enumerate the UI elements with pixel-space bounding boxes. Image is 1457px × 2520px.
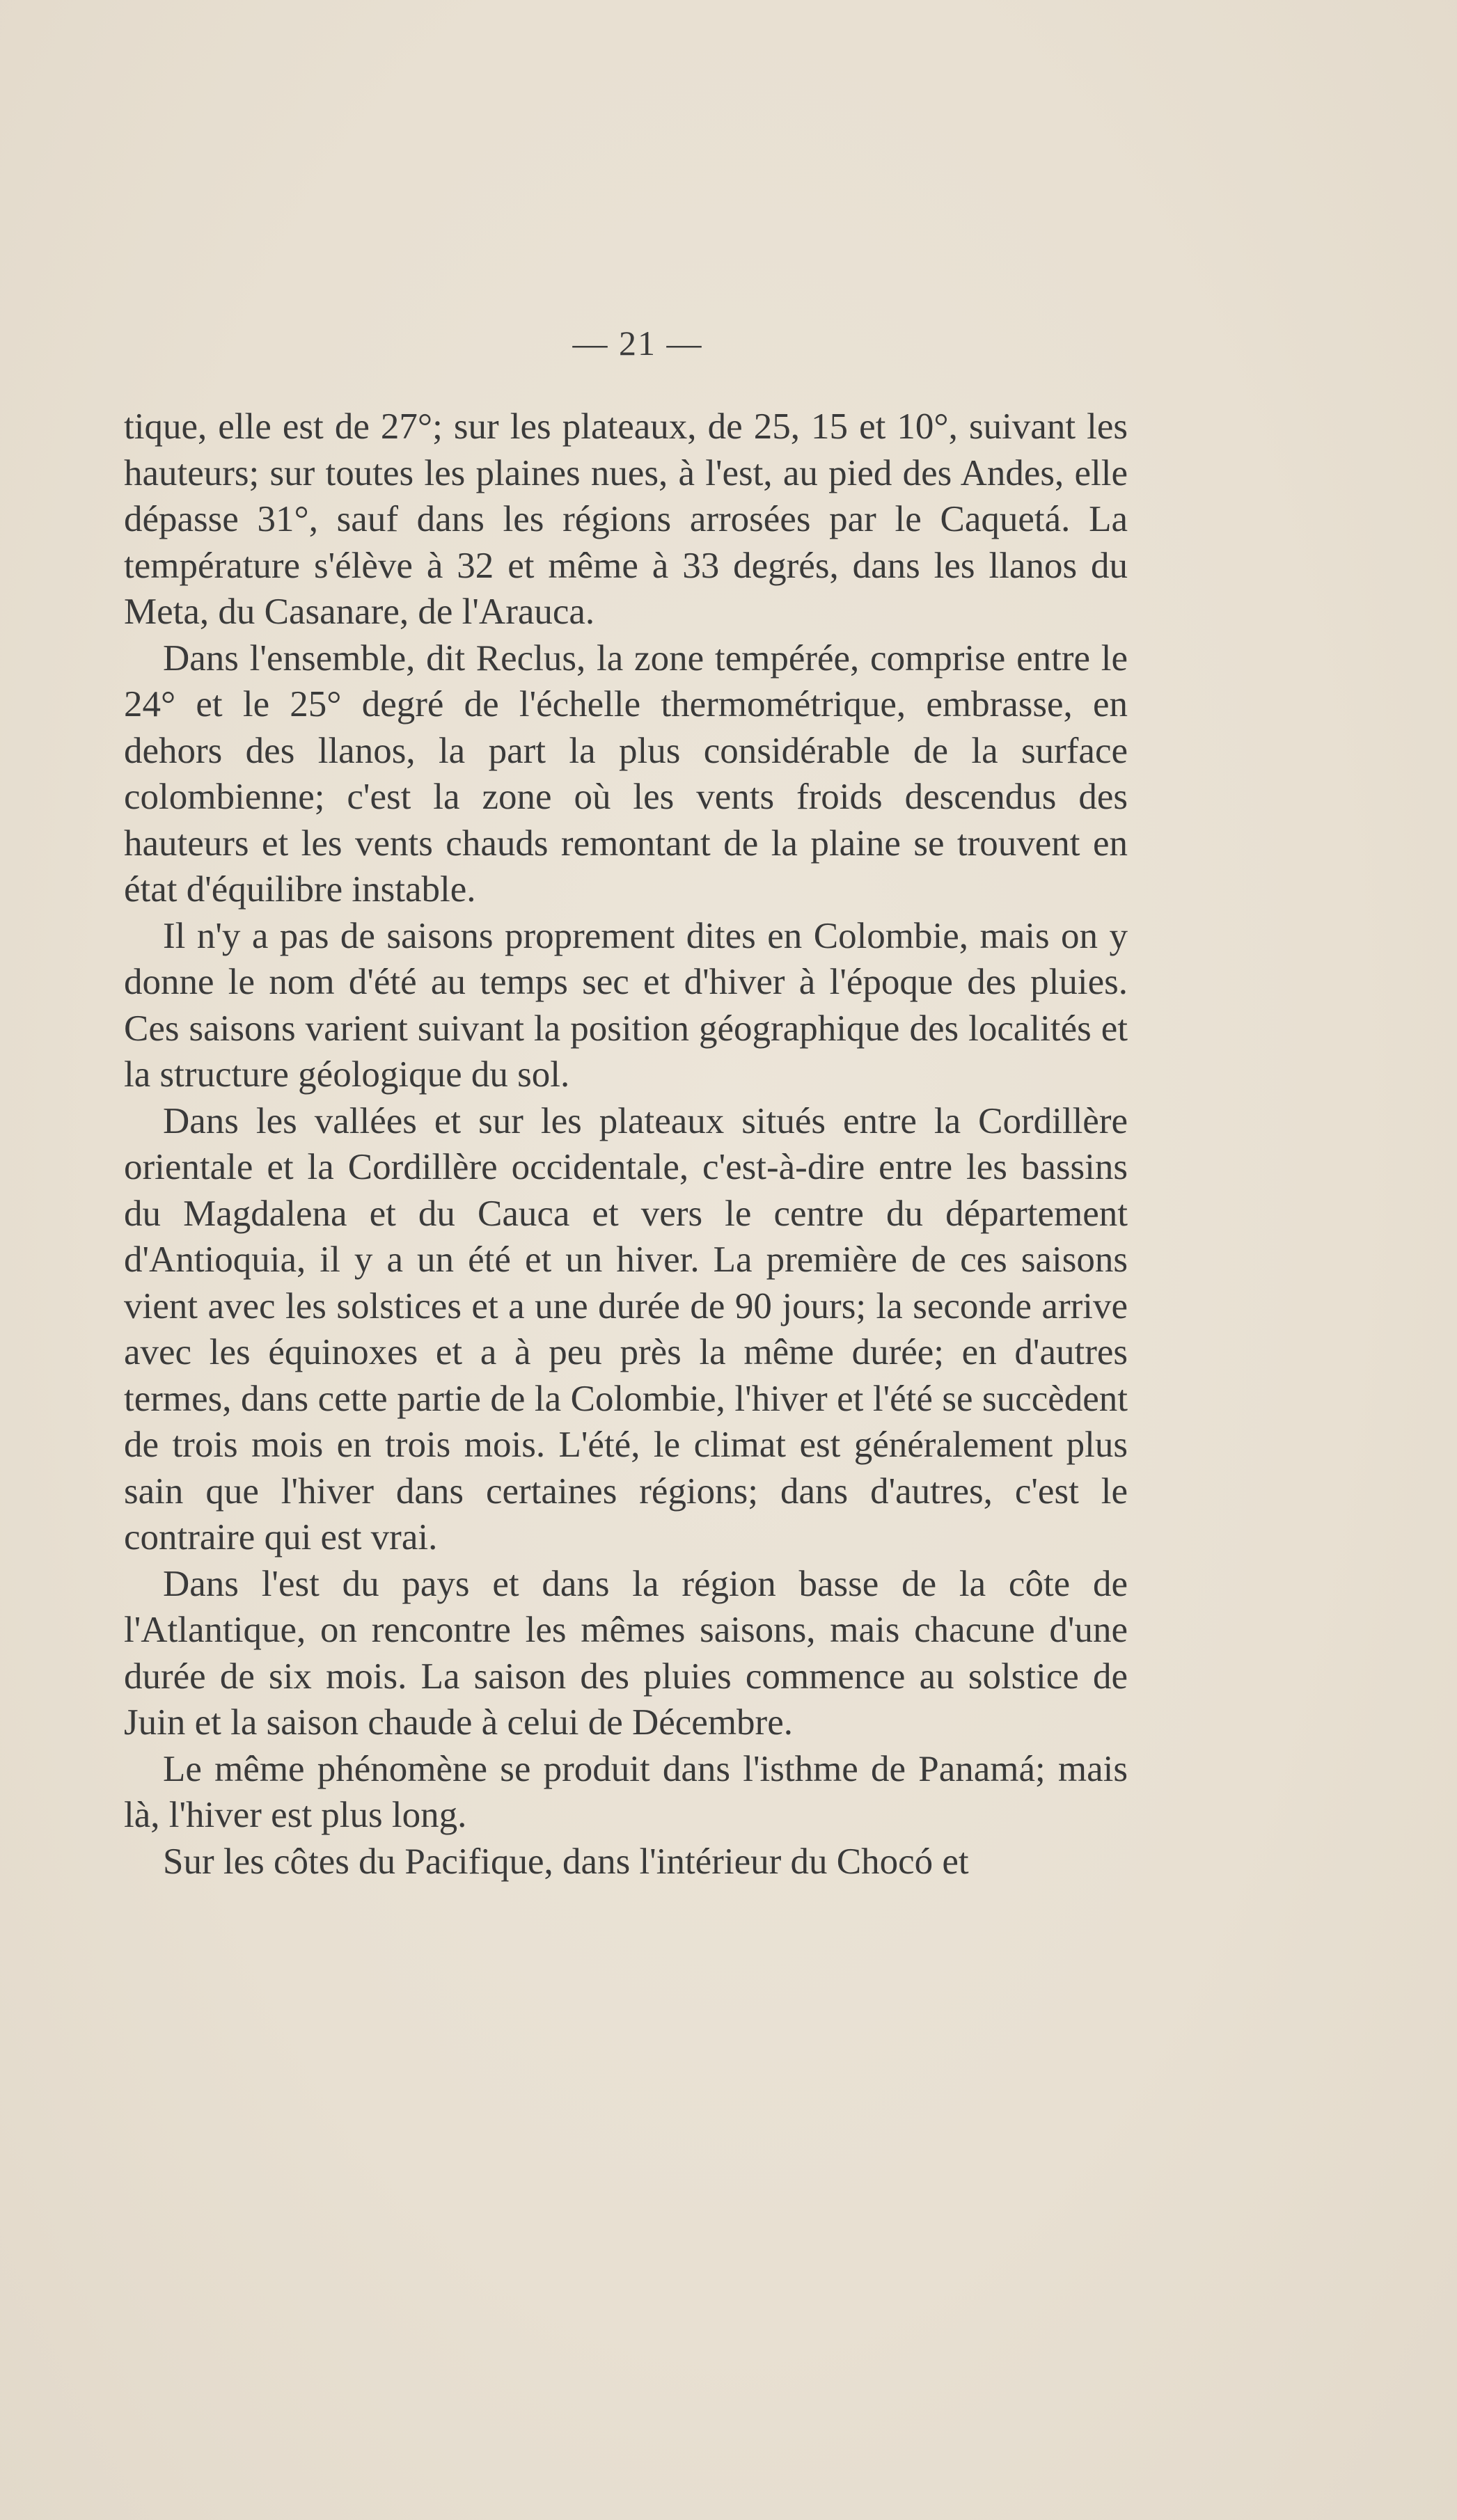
paragraph-pacific: Sur les côtes du Pacifique, dans l'intérieur du Chocó et xyxy=(163,1841,969,1882)
paragraph-valleys-plateaux: Dans les vallées et sur les plateaux situés entre la Cordillère orientale et la Cordillère occidentale, c'est-à-dire entre les bassins du Magdalena et du Cauca et vers le centre du département d'Antioquia, il y a un été et un hiver. La première de ces saisons vient avec les solstices et a une durée de 90 jours; la seconde arrive avec les équinoxes et a à peu près la même durée; en d'autres termes, dans cette partie de la Colombie, l'hiver et l'été se succèdent de trois mois en trois mois. L'été, le climat est généralement plus sain que l'hiver dans certaines régions; dans d'autres, c'est le contraire qui est vrai. xyxy=(124,1100,1128,1558)
paragraph-east-atlantic: Dans l'est du pays et dans la région basse de la côte de l'Atlantique, on rencontre les mêmes saisons, mais chacune d'une durée de six mois. La saison des pluies commence au solstice de Juin et la saison chaude à celui de Décembre. xyxy=(124,1563,1128,1743)
paragraph-panama: Le même phénomène se produit dans l'isthme de Panamá; mais là, l'hiver est plus long. xyxy=(124,1748,1128,1835)
body-text xyxy=(124,404,1128,1885)
paragraph-continuation: tique, elle est de 27°; sur les plateaux, de 25, 15 et 10°, suivant les hauteurs; sur toutes les plaines nues, à l'est, au pied des Andes, elle dépasse 31°, sauf dans les régions arrosées par le Caquetá. La température s'élève à 32 et même à 33 degrés, dans les llanos du Meta, du Casanare, de l'Arauca. xyxy=(124,406,1128,632)
paragraph-seasons: Il n'y a pas de saisons proprement dites en Colombie, mais on y donne le nom d'été au temps sec et d'hiver à l'époque des pluies. Ces saisons varient suivant la position géographique des localités et la structure géologique du sol. xyxy=(124,915,1128,1095)
paragraph-temperate-zone: Dans l'ensemble, dit Reclus, la zone tempérée, comprise entre le 24° et le 25° degré de l'échelle thermométrique, embrasse, en dehors des llanos, la part la plus considérable de la surface colombienne; c'est la zone où les vents froids descendus des hauteurs et les vents chauds remontant de la plaine se trouvent en état d'équilibre instable. xyxy=(124,637,1128,910)
page-number: — 21 — xyxy=(572,324,703,363)
